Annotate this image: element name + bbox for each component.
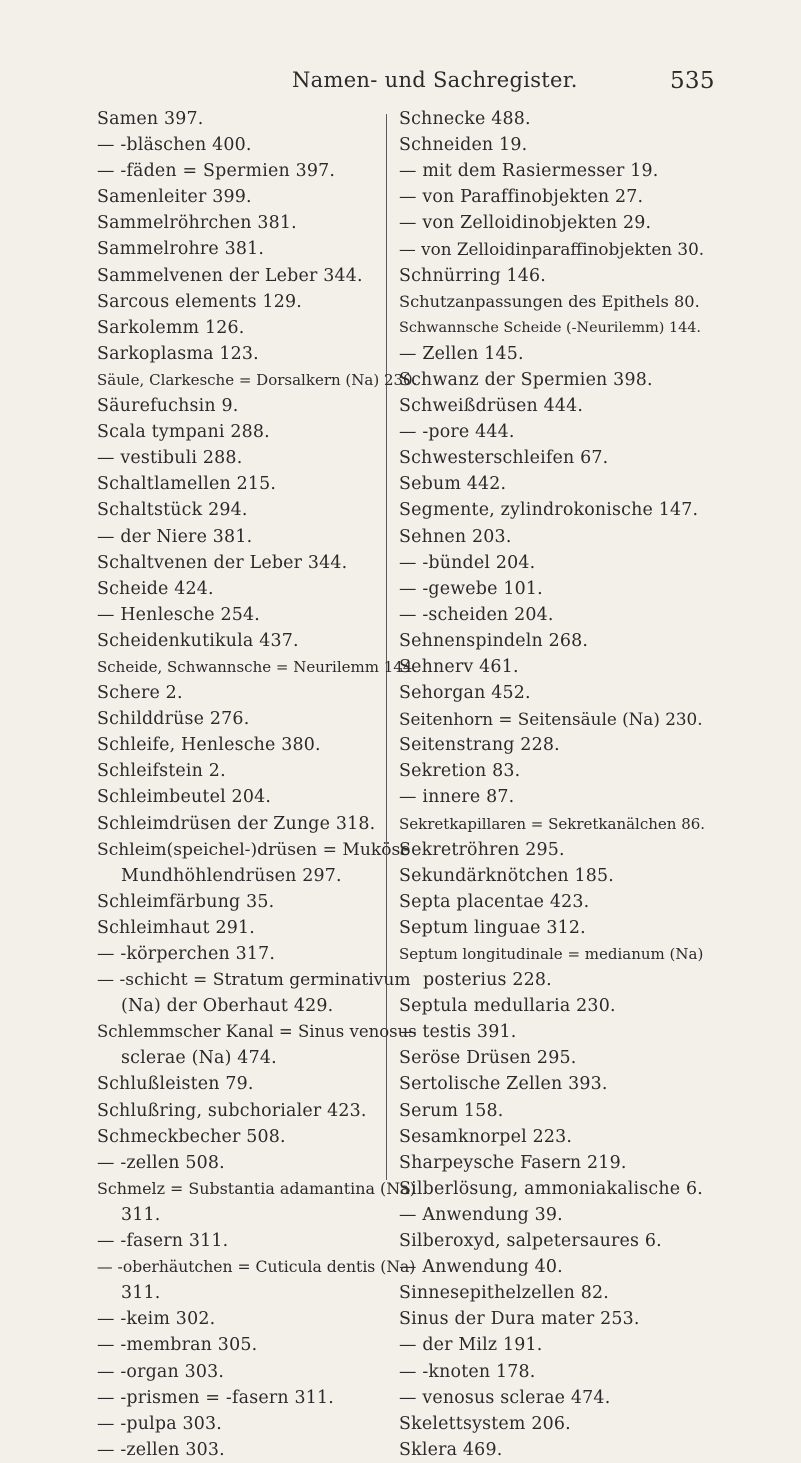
index-entry: Schleifstein 2. <box>97 761 226 782</box>
index-entry: Schere 2. <box>97 683 183 704</box>
index-entry: Sekretkapillaren = Sekretkanälchen 86. <box>399 814 706 833</box>
index-entry: Schwesterschleifen 67. <box>399 448 609 469</box>
index-column-right <box>399 106 705 1463</box>
index-entry: Sehnenspindeln 268. <box>399 630 589 651</box>
index-entry: — -knoten 178. <box>399 1361 536 1382</box>
header-title: Namen- und Sachregister. <box>292 68 578 92</box>
index-entry: Schaltvenen der Leber 344. <box>97 552 348 573</box>
index-entry: Sebum 442. <box>399 474 507 495</box>
index-entry: — innere 87. <box>399 787 515 808</box>
index-entry: Sammelröhrchen 381. <box>97 213 297 234</box>
index-entry: — venosus sclerae 474. <box>399 1387 611 1408</box>
index-entry: Sehorgan 452. <box>399 683 531 704</box>
index-entry: sclerae (Na) 474. <box>121 1048 277 1069</box>
index-entry: Schweißdrüsen 444. <box>399 396 584 417</box>
index-entry: — Zellen 145. <box>399 343 524 364</box>
index-entry: — vestibuli 288. <box>97 448 243 469</box>
index-entry: Septum linguae 312. <box>399 917 586 938</box>
index-entry: posterius 228. <box>423 970 552 991</box>
index-entry: Säule, Clarkesche = Dorsalkern (Na) 230. <box>97 370 418 389</box>
index-entry: Silberlösung, ammoniakalische 6. <box>399 1178 703 1199</box>
index-entry: Sinnesepithelzellen 82. <box>399 1283 609 1304</box>
running-header <box>0 68 801 98</box>
index-entry: — -keim 302. <box>97 1309 216 1330</box>
index-entry: Scheide, Schwannsche = Neurilemm 144. <box>97 657 418 676</box>
index-entry: — der Milz 191. <box>399 1335 543 1356</box>
index-entry: Schnecke 488. <box>399 109 531 129</box>
index-entry: — -schicht = Stratum germinativum <box>97 970 411 991</box>
index-entry: Schleimdrüsen der Zunge 318. <box>97 813 376 834</box>
index-entry: Sharpeysche Fasern 219. <box>399 1152 627 1173</box>
index-entry: — von Zelloidinparaffinobjekten 30. <box>399 239 705 260</box>
index-entry: Seröse Drüsen 295. <box>399 1048 577 1069</box>
index-entry: Silberoxyd, salpetersaures 6. <box>399 1231 662 1252</box>
index-entry: Sertolische Zellen 393. <box>399 1074 608 1095</box>
index-entry: Schilddrüse 276. <box>97 709 250 730</box>
page-number: 535 <box>670 68 715 94</box>
index-entry: — -bündel 204. <box>399 552 536 573</box>
index-entry: — -fasern 311. <box>97 1231 229 1252</box>
index-entry: Sarkolemm 126. <box>97 317 245 338</box>
index-entry: Schaltstück 294. <box>97 500 248 521</box>
index-entry: — -pulpa 303. <box>97 1413 223 1434</box>
index-entry: Skelettsystem 206. <box>399 1413 571 1434</box>
index-entry: Sekretion 83. <box>399 761 521 782</box>
index-entry: Seitenstrang 228. <box>399 735 560 756</box>
index-entry: — -organ 303. <box>97 1361 225 1382</box>
index-entry: — -zellen 508. <box>97 1152 225 1173</box>
index-entry: — -oberhäutchen = Cuticula dentis (Na) <box>97 1258 416 1277</box>
index-entry: Schneiden 19. <box>399 135 528 156</box>
index-entry: Scheidenkutikula 437. <box>97 630 299 651</box>
index-entry: Septula medullaria 230. <box>399 996 616 1017</box>
index-entry: — Anwendung 39. <box>399 1204 563 1225</box>
index-entry: Scala tympani 288. <box>97 422 270 443</box>
index-entry: Schwanz der Spermien 398. <box>399 369 653 390</box>
index-entry: Sekretröhren 295. <box>399 839 565 860</box>
index-entry: Schleimbeutel 204. <box>97 787 272 808</box>
index-entry: (Na) der Oberhaut 429. <box>121 996 334 1017</box>
index-entry: Sinus der Dura mater 253. <box>399 1309 640 1330</box>
index-entry: Schleimfärbung 35. <box>97 891 275 912</box>
index-entry: Sammelrohre 381. <box>97 239 265 260</box>
index-entry: 311. <box>121 1283 161 1304</box>
index-entry: — -prismen = -fasern 311. <box>97 1387 334 1408</box>
index-entry: Sesamknorpel 223. <box>399 1126 573 1147</box>
index-entry: — von Paraffinobjekten 27. <box>399 187 644 208</box>
index-entry: Sekundärknötchen 185. <box>399 865 615 886</box>
index-entry: — von Zelloidinobjekten 29. <box>399 213 652 234</box>
index-entry: — -scheiden 204. <box>399 604 554 625</box>
index-entry: Septum longitudinale = medianum (Na) <box>399 945 704 963</box>
index-entry: Schlußring, subchorialer 423. <box>97 1100 367 1121</box>
index-entry: — der Niere 381. <box>97 526 253 547</box>
index-entry: Schwannsche Scheide (-Neurilemm) 144. <box>399 319 702 336</box>
index-entry: — mit dem Rasiermesser 19. <box>399 161 659 182</box>
index-entry: — -fäden = Spermien 397. <box>97 161 336 182</box>
index-entry: Serum 158. <box>399 1100 504 1121</box>
index-entry: Schmelz = Substantia adamantina (Na) <box>97 1178 416 1198</box>
index-entry: Schleim(speichel-)drüsen = Muköse <box>97 839 411 860</box>
index-entry: Septa placentae 423. <box>399 891 590 912</box>
index-entry: — -zellen 303. <box>97 1439 225 1460</box>
index-entry: Schmeckbecher 508. <box>97 1126 286 1147</box>
index-entry: Scheide 424. <box>97 578 214 599</box>
index-entry: 311. <box>121 1204 161 1225</box>
index-entry: Säurefuchsin 9. <box>97 396 239 417</box>
index-entry: — -bläschen 400. <box>97 135 252 156</box>
index-entry: Schlußleisten 79. <box>97 1074 254 1095</box>
index-entry: Sarkoplasma 123. <box>97 343 259 364</box>
index-entry: — -körperchen 317. <box>97 944 276 964</box>
index-entry: Schnürring 146. <box>399 265 547 286</box>
index-entry: Sammelvenen der Leber 344. <box>97 265 363 286</box>
index-entry: — Henlesche 254. <box>97 604 261 625</box>
index-entry: Sehnen 203. <box>399 526 512 547</box>
index-entry: Sarcous elements 129. <box>97 291 302 312</box>
index-entry: Mundhöhlendrüsen 297. <box>121 865 342 886</box>
index-entry: Samenleiter 399. <box>97 187 252 208</box>
index-entry: Schleimhaut 291. <box>97 917 255 938</box>
index-column-left <box>97 106 417 1463</box>
index-entry: — -pore 444. <box>399 422 515 443</box>
index-entry: — Anwendung 40. <box>399 1257 563 1278</box>
index-entry: Sehnerv 461. <box>399 656 519 677</box>
index-entry: Sklera 469. <box>399 1439 503 1460</box>
index-entry: Schutzanpassungen des Epithels 80. <box>399 291 700 311</box>
index-entry: Schlemmscher Kanal = Sinus venosus <box>97 1022 417 1042</box>
index-entry: Schaltlamellen 215. <box>97 474 277 495</box>
index-entry: Samen 397. <box>97 109 204 129</box>
index-entry: — -gewebe 101. <box>399 578 543 599</box>
index-entry: Seitenhorn = Seitensäule (Na) 230. <box>399 709 703 730</box>
index-entry: — -membran 305. <box>97 1335 258 1356</box>
index-entry: — testis 391. <box>399 1022 517 1043</box>
index-entry: Segmente, zylindrokonische 147. <box>399 500 699 521</box>
index-entry: Schleife, Henlesche 380. <box>97 735 321 756</box>
